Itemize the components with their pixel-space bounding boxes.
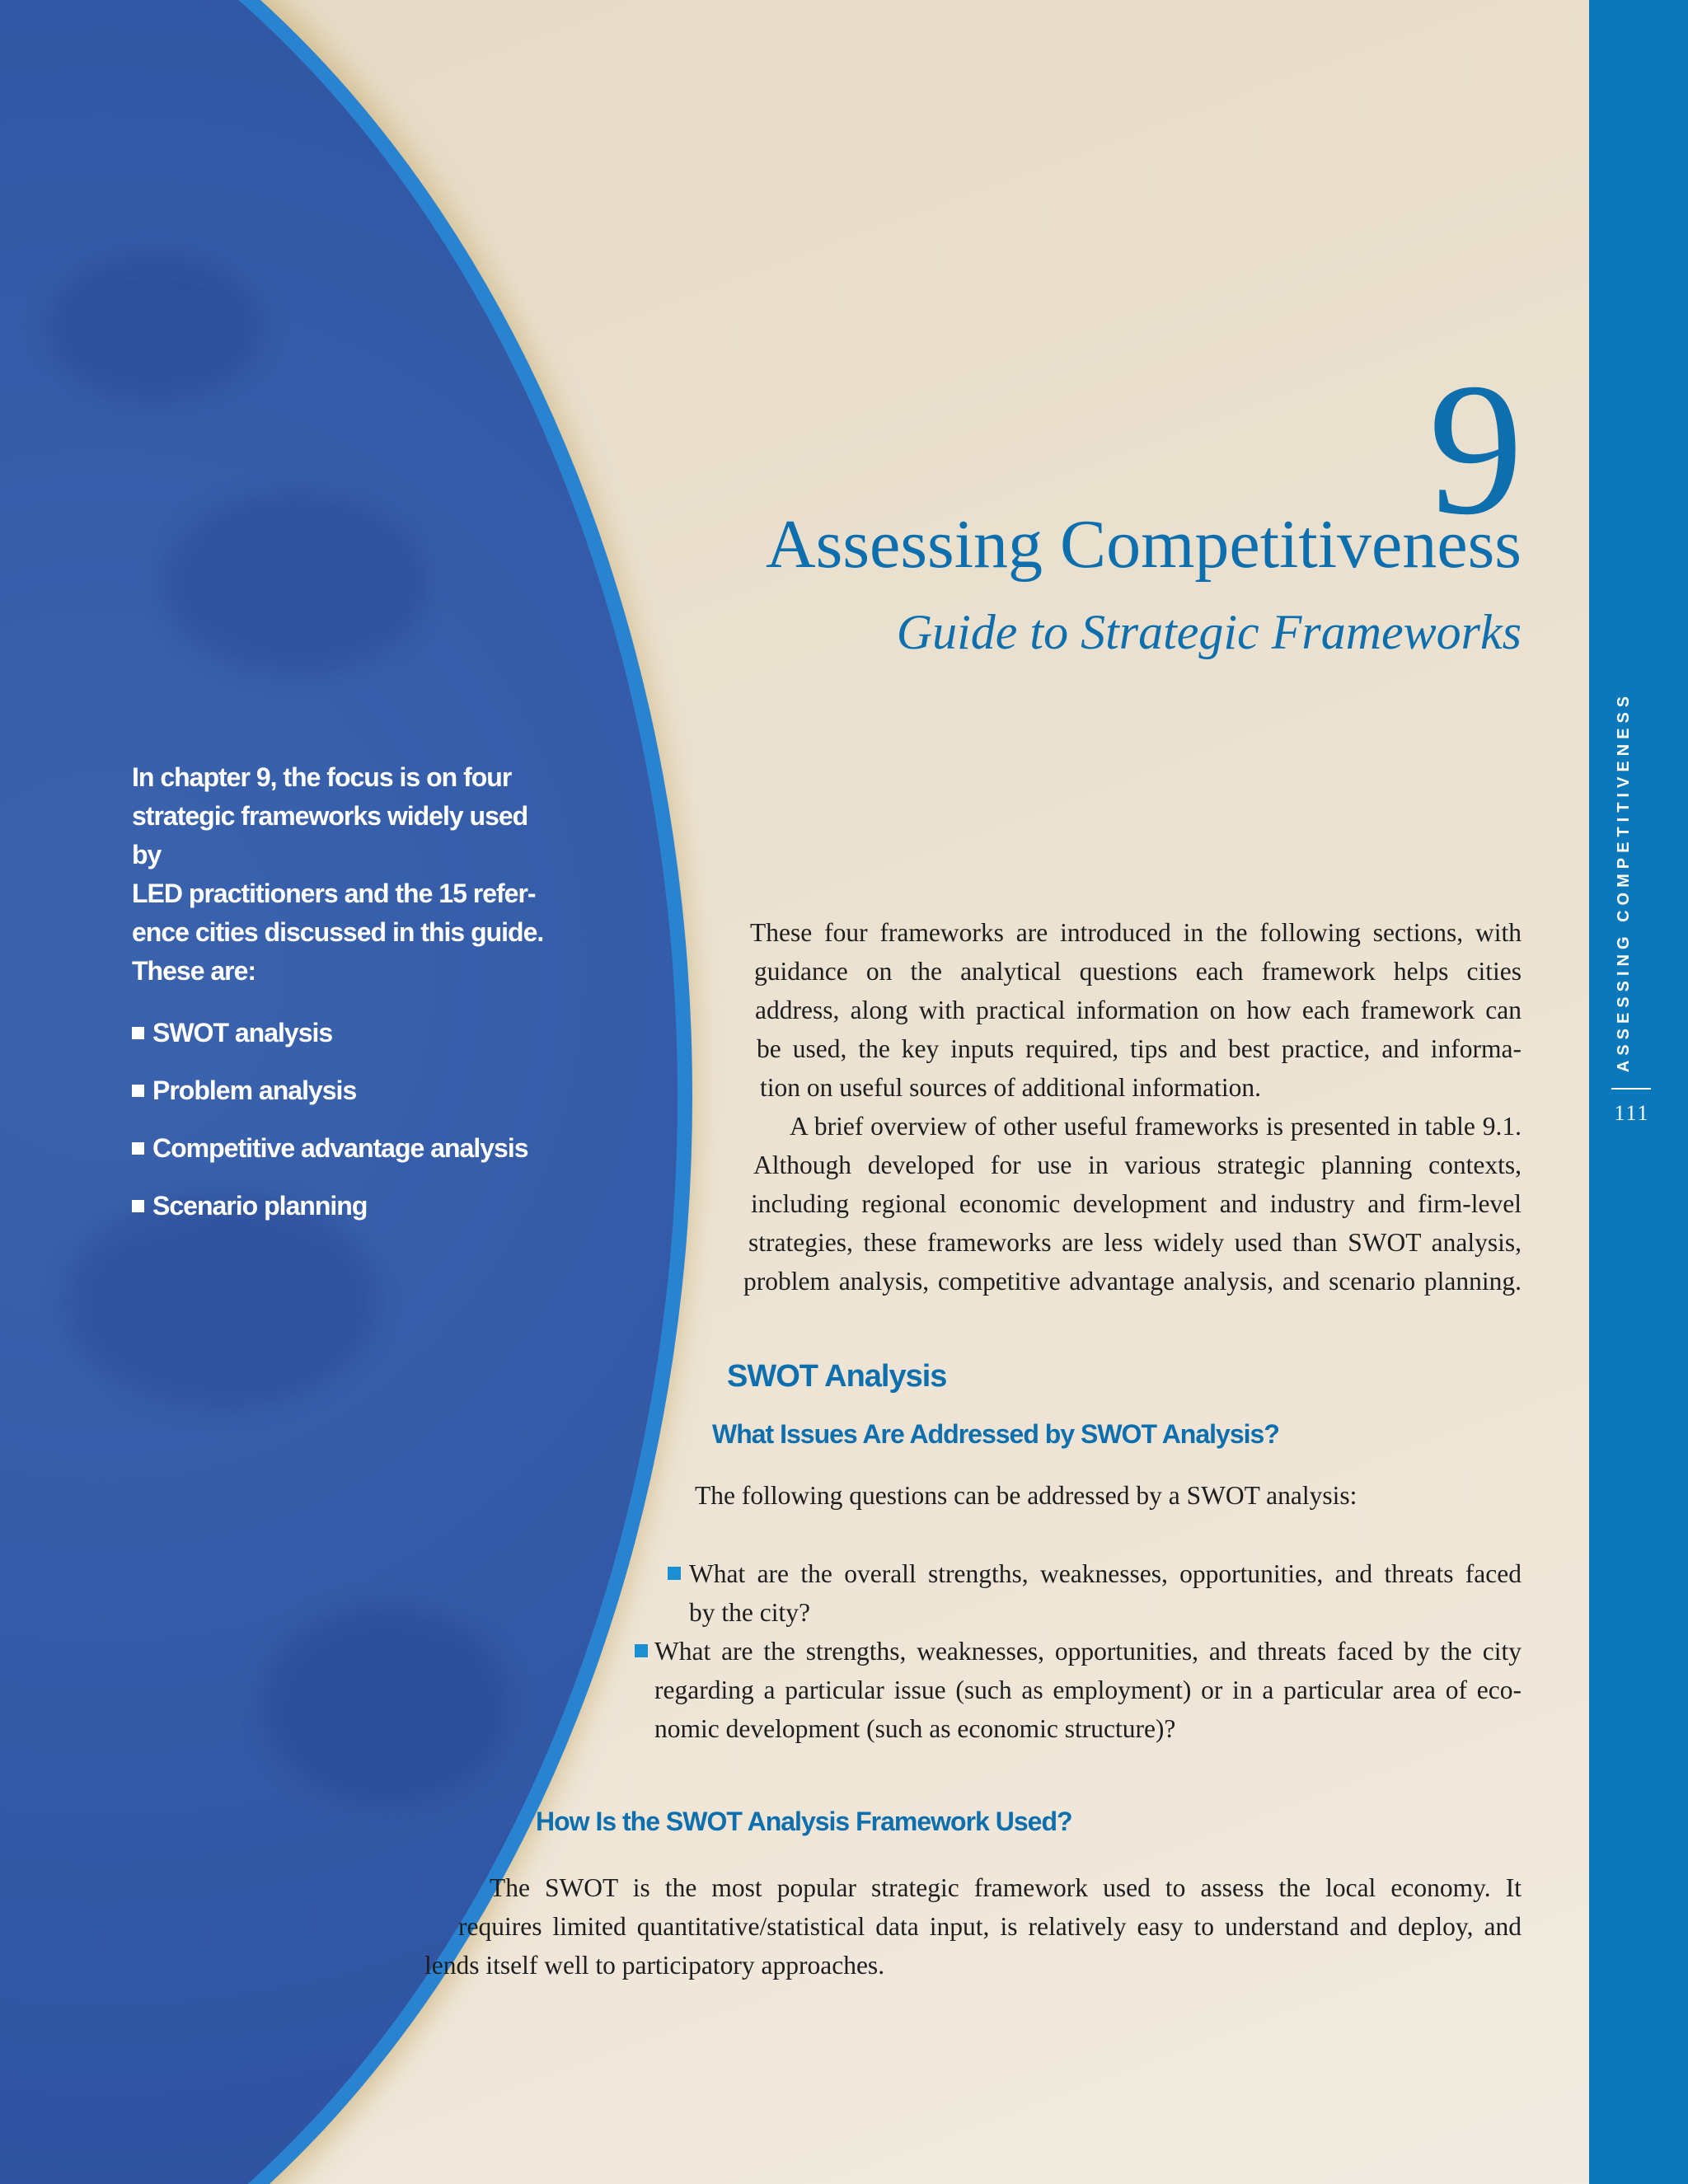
chapter-number: 9 <box>1428 344 1523 554</box>
paragraph-line: A brief overview of other useful frameworks is presented in table 9.1. <box>790 1112 1522 1141</box>
bullet-square-icon <box>132 1200 144 1212</box>
paragraph-line: address, along with practical information on how each framework can <box>755 996 1522 1024</box>
intro-list-item <box>132 1129 560 1168</box>
paragraph-line: lends itself well to participatory approaches. <box>424 1951 885 1980</box>
intro-list-item-text: Competitive advantage analysis <box>152 1133 528 1163</box>
paragraph-line: Although developed for use in various strategic planning contexts, <box>753 1151 1522 1179</box>
paragraph-line: The following questions can be addressed by a SWOT analysis: <box>695 1481 1357 1510</box>
intro-list-item-text: Problem analysis <box>152 1076 357 1105</box>
globe-shade <box>262 1605 509 1803</box>
bullet-square-icon <box>132 1085 144 1097</box>
bullet-square-icon <box>668 1567 681 1580</box>
paragraph-line: strategies, these frameworks are less widely used than SWOT analysis, <box>748 1228 1522 1257</box>
paragraph-line: tion on useful sources of additional information. <box>760 1073 1262 1102</box>
bullet-square-icon <box>635 1644 648 1657</box>
paragraph-line: be used, the key inputs required, tips and best practice, and informa- <box>757 1034 1522 1063</box>
bullet-square-icon <box>132 1142 144 1155</box>
paragraph-line: The SWOT is the most popular strategic framework used to assess the local economy. It <box>490 1873 1522 1902</box>
bullet-square-icon <box>132 1027 144 1039</box>
bullet-line: by the city? <box>689 1598 810 1627</box>
sidebar-band <box>1589 0 1688 2184</box>
intro-line: These are: <box>132 956 256 986</box>
page-number: 111 <box>1614 1101 1650 1125</box>
intro-line: ence cities discussed in this guide. <box>132 917 544 947</box>
globe-shade <box>48 254 262 402</box>
chapter-intro <box>132 758 560 1244</box>
intro-line: LED practitioners and the 15 refer- <box>132 879 536 908</box>
sidebar-divider <box>1611 1088 1651 1090</box>
paragraph-line: problem analysis, competitive advantage analysis, and scenario planning. <box>743 1267 1522 1296</box>
intro-list-item <box>132 1187 560 1226</box>
subheading: What Issues Are Addressed by SWOT Analysis? <box>712 1419 1279 1449</box>
paragraph-line: These four frameworks are introduced in the following sections, with <box>750 918 1522 947</box>
globe-shade <box>163 493 427 674</box>
bullet-line: What are the overall strengths, weaknesses, opportunities, and threats faced <box>689 1559 1522 1588</box>
running-head: ASSESSING COMPETITIVENESS <box>1615 691 1633 1073</box>
bullet-line: What are the strengths, weaknesses, opportunities, and threats faced by the city <box>654 1637 1522 1666</box>
paragraph-line: guidance on the analytical questions each framework helps cities <box>754 957 1522 986</box>
intro-line: In chapter 9, the focus is on four <box>132 762 512 792</box>
intro-list-item <box>132 1071 560 1110</box>
intro-list-item-text: SWOT analysis <box>152 1018 333 1047</box>
intro-list-item <box>132 1014 560 1052</box>
section-heading: SWOT Analysis <box>727 1359 947 1394</box>
intro-line: strategic frameworks widely used by <box>132 801 528 869</box>
chapter-title: Assessing Competitiveness <box>766 506 1522 583</box>
intro-list-item-text: Scenario planning <box>152 1191 368 1221</box>
chapter-subtitle: Guide to Strategic Frameworks <box>896 605 1522 659</box>
bullet-line: nomic development (such as economic structure)? <box>654 1714 1176 1743</box>
paragraph-line: including regional economic development and industry and firm-level <box>751 1189 1522 1218</box>
bullet-line: regarding a particular issue (such as employment) or in a particular area of eco- <box>654 1675 1522 1704</box>
paragraph-line: requires limited quantitative/statistical data input, is relatively easy to understand and deploy, and <box>458 1912 1522 1941</box>
intro-list <box>132 1014 560 1226</box>
subheading: How Is the SWOT Analysis Framework Used? <box>536 1807 1072 1836</box>
